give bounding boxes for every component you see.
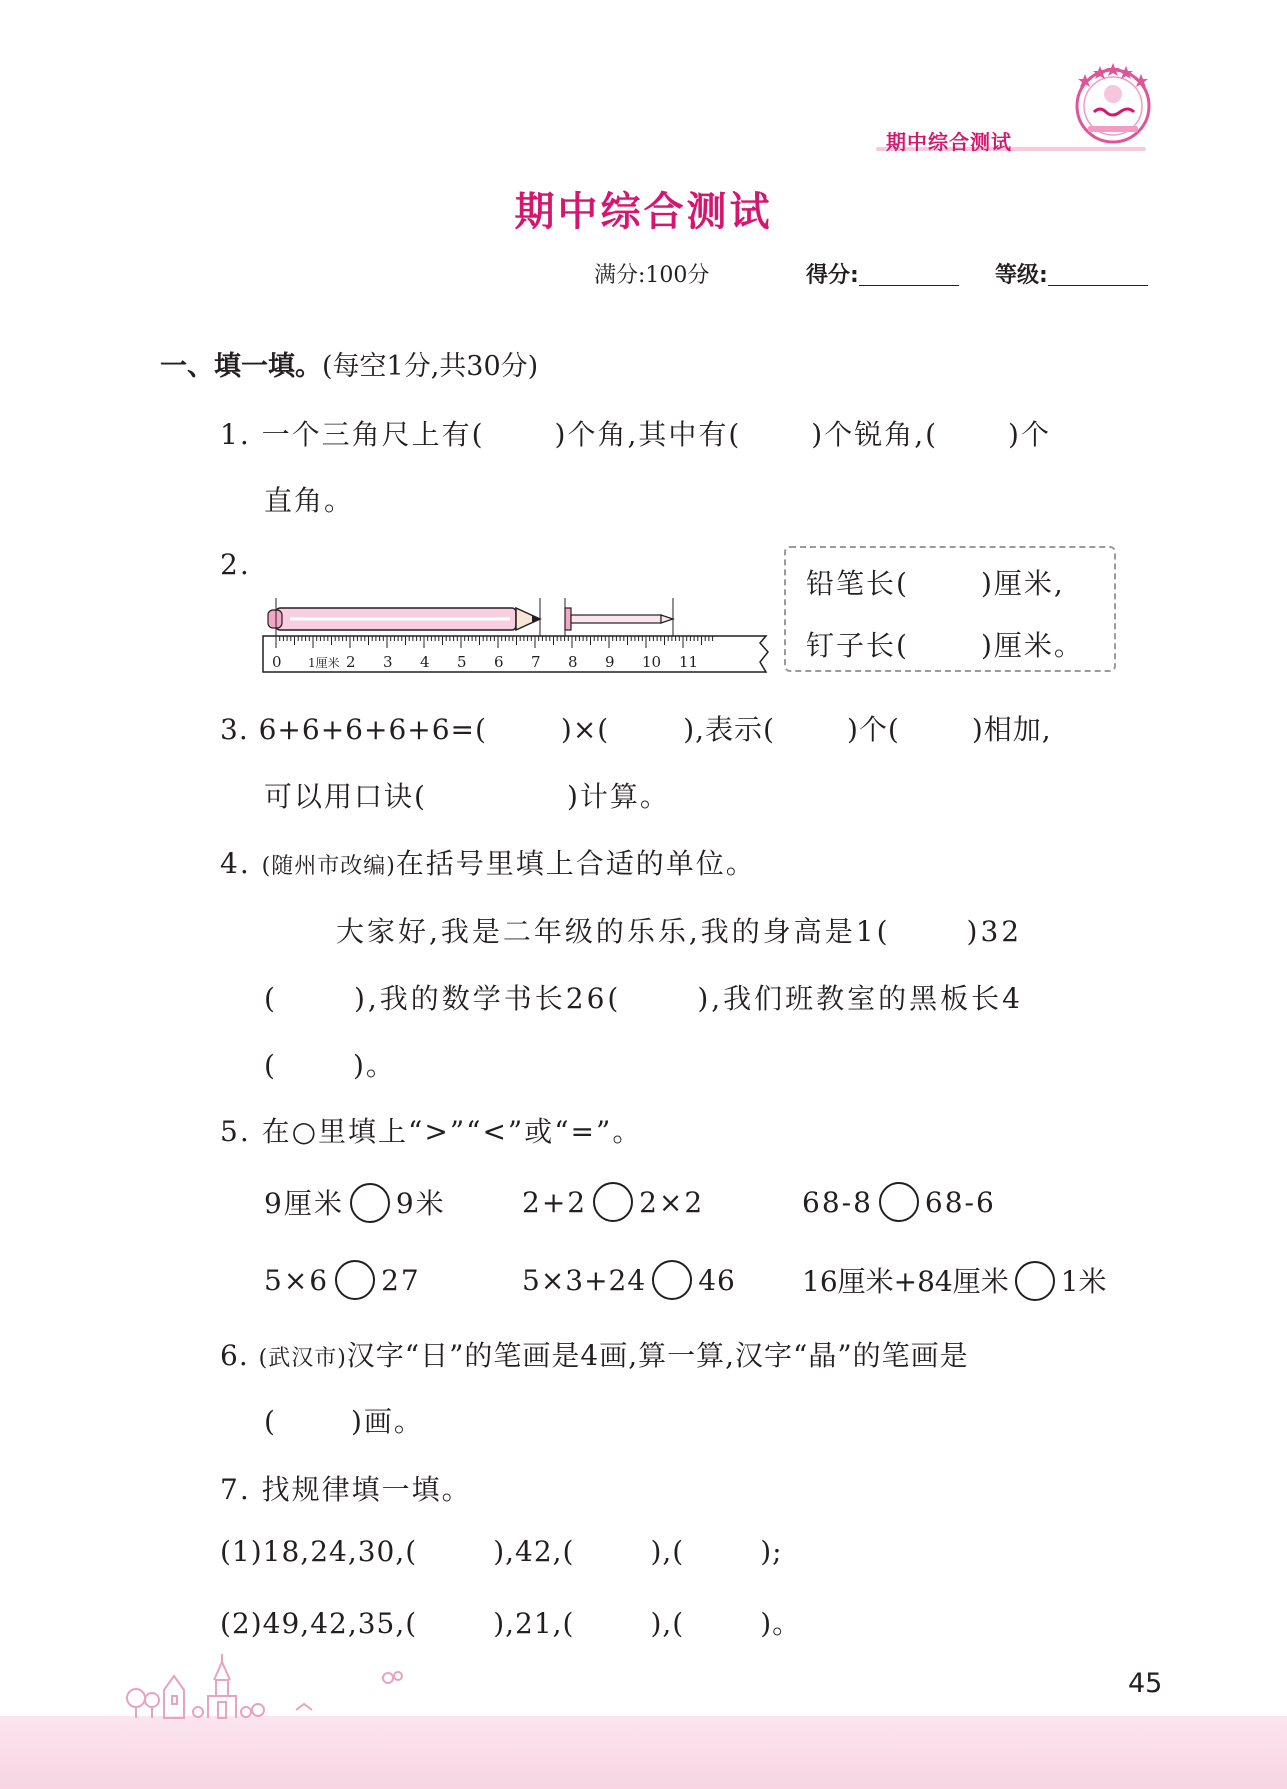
nail-length-line	[806, 624, 1084, 664]
compare-right: 2×2	[639, 1186, 705, 1219]
q4-p2-text-b: ),我的数学书长26(	[353, 982, 622, 1015]
q6-source: (武汉市)	[258, 1346, 347, 1371]
question-5-prompt: 5. 在○里填上“>”“<”或“=”。	[220, 1115, 643, 1148]
question-4-paragraph-line-3	[264, 1044, 396, 1084]
q1-text-b: )个角,其中有(	[554, 418, 742, 451]
q1-text-a: 1. 一个三角尺上有(	[220, 418, 485, 451]
q6-text: 汉字“日”的笔画是4画,算一算,汉字“晶”的笔画是	[346, 1339, 969, 1372]
pencil-text-a: 铅笔长(	[806, 567, 909, 600]
grade-label: 等级:	[995, 263, 1048, 288]
q3-text-b: )×(	[560, 713, 610, 746]
question-6-line-2	[264, 1400, 424, 1440]
nail-icon	[565, 608, 673, 630]
q4-p3-text-a: (	[264, 1049, 277, 1082]
compare-row-2-item-1	[264, 1260, 421, 1300]
pencil-icon	[268, 608, 540, 630]
q4-p3-text-b: )。	[352, 1049, 396, 1082]
compare-circle-blank[interactable]	[652, 1260, 692, 1300]
ruler-tick-label: 3	[383, 653, 393, 671]
score-label: 得分:	[806, 263, 859, 288]
ruler-tick-label: 2	[346, 653, 356, 671]
page-title: 期中综合测试	[514, 189, 773, 235]
q4-p2-text-a: (	[264, 982, 278, 1015]
nail-text-a: 钉子长(	[806, 629, 909, 662]
compare-left: 5×6	[264, 1264, 330, 1297]
q3-text-g: )计算。	[566, 780, 670, 813]
ruler-tick-label: 1厘米	[308, 656, 340, 670]
question-6-line-1	[220, 1334, 969, 1374]
ruler-tick-label: 9	[605, 653, 615, 671]
question-4-paragraph-line-2	[264, 977, 1023, 1017]
seq2-text-b: ),21,(	[493, 1607, 575, 1640]
compare-left: 68-8	[802, 1186, 873, 1219]
ruler-tick-label: 4	[420, 653, 430, 671]
seq1-text-a: (1)18,24,30,(	[220, 1535, 418, 1568]
q4-source: (随州市改编)	[261, 854, 396, 879]
compare-left: 9厘米	[264, 1187, 344, 1220]
question-2-number: 2.	[220, 548, 251, 581]
q6-number: 6.	[220, 1339, 249, 1372]
ruler-tick-label: 10	[642, 653, 662, 671]
compare-circle-blank[interactable]	[335, 1260, 375, 1300]
seq2-text-a: (2)49,42,35,(	[220, 1607, 418, 1640]
compare-right: 27	[381, 1264, 421, 1297]
compare-row-1-item-1	[264, 1182, 446, 1223]
q4-prompt-text: 在括号里填上合适的单位。	[395, 847, 756, 880]
section-number: 一、填一填。	[160, 351, 322, 382]
compare-left: 16厘米+84厘米	[802, 1265, 1009, 1298]
brand-seal-logo	[1070, 60, 1156, 146]
ruler-tick-label: 5	[457, 653, 467, 671]
compare-circle-blank[interactable]	[1015, 1261, 1055, 1301]
question-1-line-1	[220, 413, 1051, 453]
pencil-length-line	[806, 562, 1065, 602]
compare-circle-blank[interactable]	[350, 1183, 390, 1223]
compare-right: 46	[698, 1264, 736, 1297]
pencil-text-b: )厘米,	[980, 567, 1065, 600]
q3-text-f: 可以用口诀(	[264, 780, 427, 813]
q4-p1-text-a: 大家好,我是二年级的乐乐,我的身高是1(	[336, 915, 891, 948]
compare-row-2-item-2	[522, 1260, 736, 1300]
seq2-text-d: )。	[760, 1607, 802, 1640]
compare-row-2-item-3	[802, 1260, 1107, 1301]
ruler-tick-label: 7	[531, 653, 541, 671]
q6-text-a: (	[264, 1405, 277, 1438]
full-marks: 满分:100分	[594, 263, 710, 288]
question-4-prompt	[220, 842, 756, 882]
grade-blank[interactable]	[1048, 263, 1148, 286]
compare-row-1-item-2	[522, 1182, 704, 1222]
grade-field	[995, 258, 1148, 289]
question-3-line-2	[264, 775, 670, 815]
header-section-label: 期中综合测试	[886, 130, 1012, 154]
sequence-1	[220, 1535, 783, 1568]
compare-right: 9米	[395, 1187, 446, 1220]
q3-text-c: ),表示(	[683, 713, 775, 746]
q3-text-d: )个(	[846, 713, 900, 746]
q3-text-e: )相加,	[971, 713, 1052, 746]
nail-text-b: )厘米。	[980, 629, 1084, 662]
score-field	[806, 258, 959, 289]
question-1-line-2: 直角。	[264, 484, 355, 517]
compare-left: 2+2	[522, 1186, 588, 1219]
q4-p1-text-b: )32	[966, 915, 1023, 948]
compare-left: 5×3+24	[522, 1264, 647, 1297]
page-number: 45	[1128, 1668, 1163, 1699]
question-4-paragraph-line-1	[336, 910, 1022, 950]
q1-text-c: )个锐角,(	[811, 418, 939, 451]
town-illustration-icon	[118, 1650, 418, 1720]
question-7-prompt: 7. 找规律填一填。	[220, 1473, 472, 1506]
section-heading	[160, 344, 538, 383]
ruler-tick-label: 11	[679, 653, 699, 671]
q4-p2-text-c: ),我们班教室的黑板长4	[697, 982, 1023, 1015]
section-note: (每空1分,共30分)	[322, 351, 539, 382]
ruler-tick-label: 0	[272, 653, 282, 671]
compare-circle-blank[interactable]	[879, 1182, 919, 1222]
seq1-text-d: );	[760, 1535, 783, 1568]
q1-text-d: )个	[1008, 418, 1051, 451]
sequence-2	[220, 1602, 801, 1642]
ruler-figure	[260, 596, 770, 676]
q4-number: 4.	[220, 847, 251, 880]
seq2-text-c: ),(	[650, 1607, 685, 1640]
question-3-line-1	[220, 708, 1052, 748]
ruler-tick-label: 6	[494, 653, 504, 671]
compare-right: 68-6	[924, 1186, 996, 1219]
footer-band	[0, 1716, 1287, 1789]
compare-circle-blank[interactable]	[593, 1182, 633, 1222]
ruler-tick-label: 8	[568, 653, 578, 671]
seq1-text-c: ),(	[650, 1535, 685, 1568]
q3-text-a: 3. 6+6+6+6+6=(	[220, 713, 487, 746]
compare-right: 1米	[1060, 1265, 1107, 1298]
seq1-text-b: ),42,(	[493, 1535, 575, 1568]
compare-row-1-item-3	[802, 1182, 996, 1222]
score-blank[interactable]	[859, 263, 959, 286]
q6-text-b: )画。	[350, 1405, 424, 1438]
